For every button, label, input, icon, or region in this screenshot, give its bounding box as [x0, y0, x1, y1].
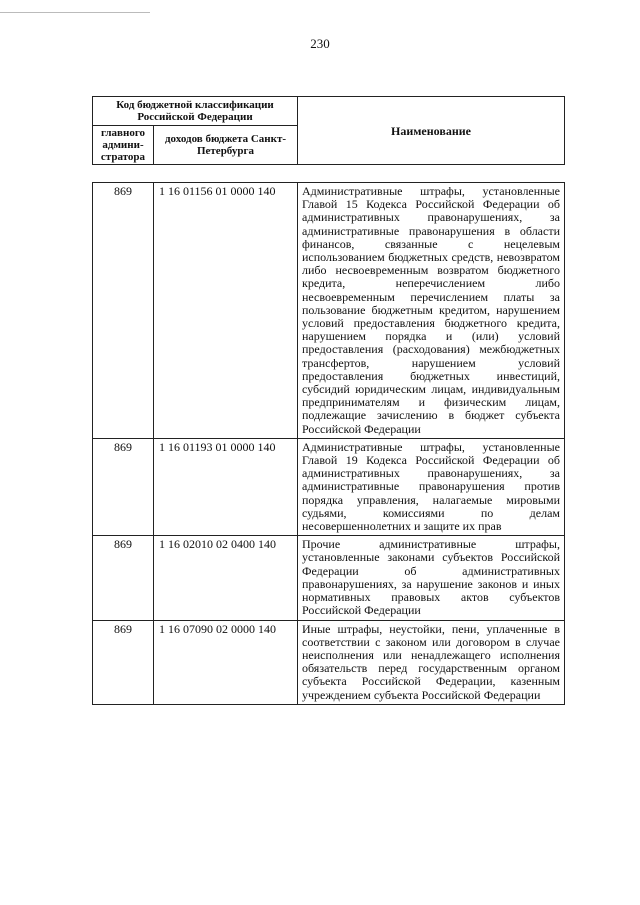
admin-code: 869: [93, 620, 154, 704]
table-row: [93, 536, 565, 620]
header-group-title: Код бюджетной классификации Российской Федерации: [93, 97, 298, 126]
revenue-code: 1 16 01193 01 0000 140: [154, 438, 298, 535]
admin-code: 869: [93, 438, 154, 535]
header-name: Наименование: [298, 97, 565, 165]
table-row: [93, 183, 565, 439]
revenue-code: 1 16 01156 01 0000 140: [154, 183, 298, 439]
header-revenue: доходов бюджета Санкт-Петербурга: [154, 126, 298, 165]
revenue-code: 1 16 02010 02 0400 140: [154, 536, 298, 620]
admin-code: 869: [93, 536, 154, 620]
scan-edge-line: [0, 12, 150, 13]
table-row: [93, 620, 565, 704]
revenue-name: Иные штрафы, неустойки, пени, уплаченные в соответствии с законом или договором в случае неисполнения или ненадлежащего исполнения обязательств перед государственным органом субъекта Российской Федерации, казенным учреждением субъекта Российской Федерации: [298, 620, 565, 704]
page-number: 230: [310, 36, 330, 51]
header-table: [92, 96, 565, 165]
table-row: [93, 438, 565, 535]
header-admin: главного админи-стратора: [93, 126, 154, 165]
revenue-name: Административные штрафы, установленные Главой 19 Кодекса Российской Федерации об административных правонарушениях, за административные правонарушения против порядка управления, налагаемые мировыми судьями, комиссиями по делам несовершеннолетних и защите их прав: [298, 438, 565, 535]
revenue-name: Административные штрафы, установленные Главой 15 Кодекса Российской Федерации об административных правонарушениях, за административные правонарушения в области финансов, связанные с нецелевым использованием бюджетных средств, невозвратом либо несвоевременным возвратом бюджетного кредита, неперечислением либо несвоевременным перечислением платы за пользование бюджетным кредитом, нарушением условий предоставления бюджетного кредита, нарушением порядка и (или) условий предоставления (расходования) межбюджетных трансфертов, нарушением условий предоставления бюджетных инвестиций, субсидий юридическим лицам, индивидуальным предпринимателям и физическим лицам, подлежащие зачислению в бюджет субъекта Российской Федерации: [298, 183, 565, 439]
admin-code: 869: [93, 183, 154, 439]
codes-table: [92, 182, 565, 705]
revenue-code: 1 16 07090 02 0000 140: [154, 620, 298, 704]
revenue-name: Прочие административные штрафы, установленные законами субъектов Российской Федерации об административных правонарушениях, за нарушение законов и иных нормативных правовых актов субъектов Российской Федерации: [298, 536, 565, 620]
